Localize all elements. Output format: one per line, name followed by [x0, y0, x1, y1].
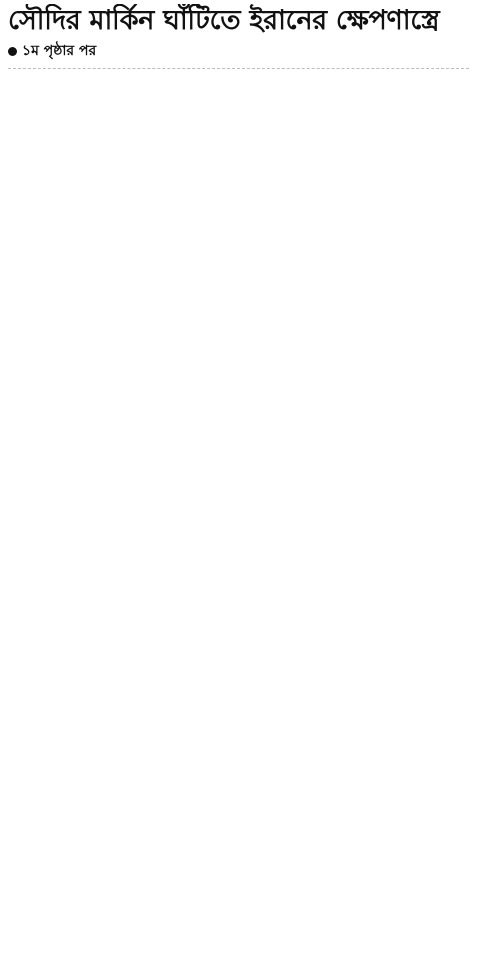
article-headline: সৌদির মার্কিন ঘাঁটিতে ইরানের ক্ষেপণাস্ত্রে: [8, 5, 440, 36]
continued-from-line: [8, 42, 469, 60]
article-body: [8, 68, 469, 957]
continued-marker: ১ম পৃষ্ঠার পর: [22, 43, 97, 59]
bullet-icon: [8, 47, 17, 56]
